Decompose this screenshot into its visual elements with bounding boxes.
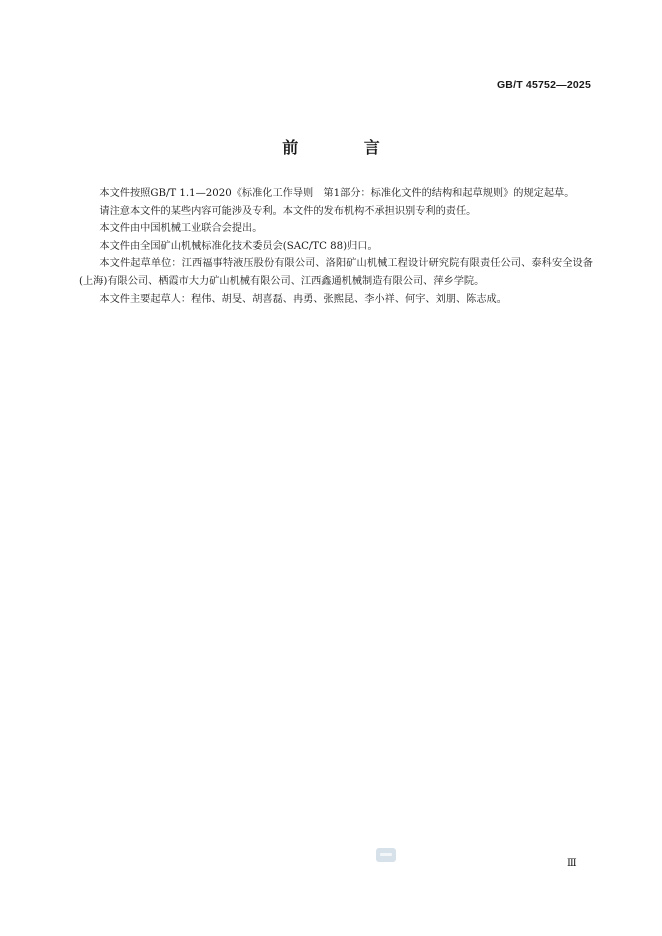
paragraph-drafting-organizations: 本文件起草单位：江西福事特液压股份有限公司、洛阳矿山机械工程设计研究院有限责任公司、泰科安全设备(上海)有限公司、栖霞市大力矿山机械有限公司、江西鑫通机械制造有限公司、萍乡学院。 bbox=[79, 258, 593, 287]
paragraph-technical-committee: 本文件由全国矿山机械标准化技术委员会(SAC/TC 88)归口。 bbox=[99, 240, 378, 252]
standard-number: GB/T 45752—2025 bbox=[496, 79, 591, 91]
paragraph-drafters: 本文件主要起草人：程伟、胡旻、胡喜磊、冉勇、张熙昆、李小祥、何宇、刘朋、陈志成。 bbox=[99, 293, 507, 305]
foreword-body bbox=[79, 185, 593, 308]
paragraph-patent-notice: 请注意本文件的某些内容可能涉及专利。本文件的发布机构不承担识别专利的责任。 bbox=[99, 205, 477, 217]
paragraph-drafting-rules: 本文件按照GB/T 1.1—2020《标准化工作导则 第1部分：标准化文件的结构和起草规则》的规定起草。 bbox=[99, 188, 575, 199]
page-title: 前 言 bbox=[282, 138, 410, 157]
page-number: Ⅲ bbox=[567, 858, 577, 869]
paragraph-proposer: 本文件由中国机械工业联合会提出。 bbox=[99, 223, 263, 235]
watermark-logo-icon bbox=[376, 848, 396, 862]
